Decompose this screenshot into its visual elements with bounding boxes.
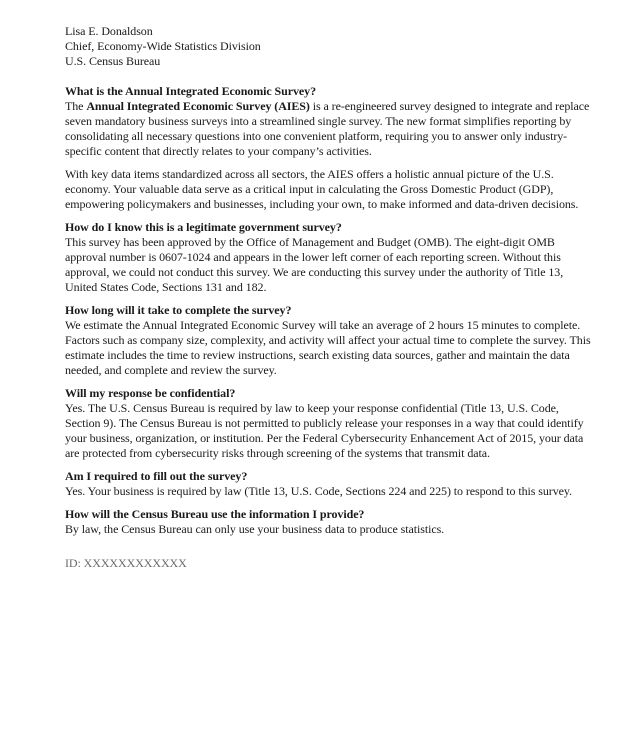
sender-organization: U.S. Census Bureau bbox=[65, 54, 161, 68]
faq-section-legitimate-survey bbox=[65, 220, 592, 295]
sender-name: Lisa E. Donaldson bbox=[65, 24, 153, 38]
faq-answer-legitimate-survey: This survey has been approved by the Office of Management and Budget (OMB). The eight-digit OMB approval number is 0607-1024 and appears in the lower left corner of each reporting screen. Without this approval, we could not conduct this survey. We are conducting this survey under the authority of Title 13, United States Code, Sections 131 and 182. bbox=[65, 235, 564, 294]
faq-section-required-to-fill bbox=[65, 469, 592, 499]
faq-answer-required-to-fill: Yes. Your business is required by law (Title 13, U.S. Code, Sections 224 and 225) to respond to this survey. bbox=[65, 484, 572, 498]
faq-question-time-to-complete: How long will it take to complete the survey? bbox=[65, 303, 292, 317]
sender-title: Chief, Economy-Wide Statistics Division bbox=[65, 39, 261, 53]
faq-section-time-to-complete bbox=[65, 303, 592, 378]
answer-text-rest: is a re-engineered survey designed to integrate and replace seven mandatory business surveys into a streamlined single survey. The new format simplifies reporting by consolidating all necessary questions into one convenient platform, requiring you to answer only industry-specific content that directly relates to your company’s activities. bbox=[65, 99, 590, 158]
faq-section-information-use bbox=[65, 507, 592, 537]
faq-question-confidentiality: Will my response be confidential? bbox=[65, 386, 236, 400]
faq-question-required-to-fill: Am I required to fill out the survey? bbox=[65, 469, 248, 483]
respondent-id: ID: XXXXXXXXXXXX bbox=[65, 556, 187, 570]
faq-section-confidentiality bbox=[65, 386, 592, 461]
faq-question-information-use: How will the Census Bureau use the information I provide? bbox=[65, 507, 365, 521]
faq-question-legitimate-survey: How do I know this is a legitimate government survey? bbox=[65, 220, 342, 234]
faq-answer-confidentiality: Yes. The U.S. Census Bureau is required by law to keep your response confidential (Title 13, U.S. Code, Section 9). The Census Bureau is not permitted to publicly release your responses in a way that could identify your business, organization, or institution. Per the Federal Cybersecurity Enhancement Act of 2015, your data are protected from cybersecurity risks through screening of the systems that transmit data. bbox=[65, 401, 584, 460]
faq-answer-information-use: By law, the Census Bureau can only use your business data to produce statistics. bbox=[65, 522, 445, 536]
faq-answer-what-is-aies-2: With key data items standardized across all sectors, the AIES offers a holistic annual picture of the U.S. economy. Your valuable data serve as a critical input in calculating the Gross Domestic Product (GDP), empowering policymakers and businesses, including your own, to make informed and data-driven decisions. bbox=[65, 167, 579, 211]
answer-text-bold-aies: Annual Integrated Economic Survey (AIES) bbox=[86, 99, 310, 113]
answer-text-prefix: The bbox=[65, 99, 87, 113]
faq-answer-time-to-complete: We estimate the Annual Integrated Economic Survey will take an average of 2 hours 15 minutes to complete. Factors such as company size, complexity, and activity will affect your actual time to complete the survey. This estimate includes the time to review instructions, search existing data sources, gather and maintain the data needed, and complete and review the survey. bbox=[65, 318, 591, 377]
sender-block bbox=[65, 24, 592, 69]
faq-answer-what-is-aies bbox=[65, 99, 592, 159]
faq-question-what-is-aies: What is the Annual Integrated Economic Survey? bbox=[65, 84, 316, 98]
faq-section-what-is-aies bbox=[65, 84, 592, 212]
